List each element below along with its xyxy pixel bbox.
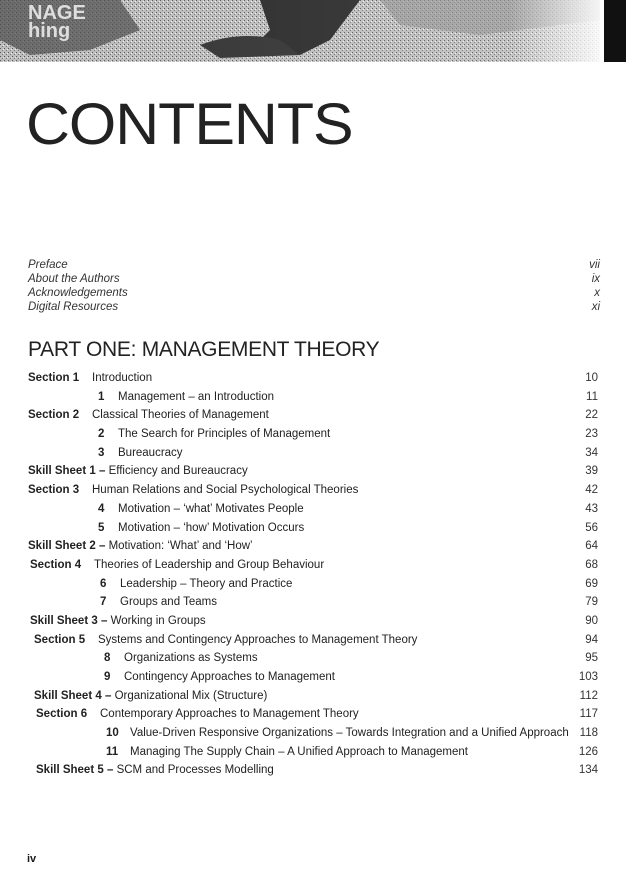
chapter-number: 8: [104, 652, 111, 665]
toc-chapter-row: [28, 500, 598, 519]
page-title: CONTENTS: [26, 92, 353, 157]
skill-sheet-title: SCM and Processes Modelling: [116, 764, 274, 777]
chapter-number: 4: [98, 502, 105, 515]
toc-page-number: 68: [585, 558, 598, 571]
toc-chapter-row: [28, 724, 598, 743]
toc-page-number: 134: [578, 764, 598, 777]
chapter-number: 1: [98, 390, 105, 403]
toc-skill-row: [28, 537, 598, 556]
skill-sheet-label: Skill Sheet 3 –: [30, 614, 108, 627]
chapter-title: The Search for Principles of Management: [118, 428, 331, 441]
toc-page-number: 126: [578, 745, 598, 758]
front-matter-page: xi: [591, 301, 600, 313]
toc-skill-row: [28, 687, 598, 706]
section-title: Introduction: [92, 372, 153, 384]
toc-chapter-row: [28, 388, 598, 407]
section-label: Section 5: [34, 633, 86, 646]
section-label: Section 1: [28, 372, 80, 384]
chapter-number: 3: [98, 446, 105, 459]
front-matter-item: [28, 272, 600, 286]
toc-section-row: [28, 631, 598, 650]
toc-page-number: 69: [585, 577, 598, 590]
footer-page-number: iv: [27, 853, 37, 865]
toc-skill-row: [28, 761, 598, 780]
skill-sheet-label: Skill Sheet 1 –: [28, 465, 106, 478]
chapter-title: Leadership – Theory and Practice: [120, 577, 293, 590]
section-label: Section 3: [28, 484, 80, 497]
toc-page-number: 90: [585, 614, 598, 627]
part-title: PART ONE: MANAGEMENT THEORY: [28, 338, 380, 361]
toc-chapter-row: [28, 743, 598, 762]
chapter-title: Organizations as Systems: [124, 652, 258, 665]
front-matter-label: Acknowledgements: [28, 287, 128, 299]
skill-sheet-title: Working in Groups: [110, 614, 206, 627]
front-matter-label: Digital Resources: [28, 301, 119, 313]
chapter-title: Management – an Introduction: [118, 390, 274, 403]
toc-page-number: 64: [585, 540, 598, 553]
chapter-title: Managing The Supply Chain – A Unified Approach to Management: [130, 745, 468, 758]
toc-chapter-row: [28, 668, 598, 687]
chapter-title: Motivation – ‘how’ Motivation Occurs: [118, 521, 305, 534]
toc-page-number: 22: [585, 409, 598, 422]
skill-sheet-label: Skill Sheet 5 –: [36, 764, 114, 777]
chapter-number: 10: [106, 727, 119, 740]
front-matter-page: x: [594, 287, 600, 299]
chapter-number: 5: [98, 521, 105, 534]
toc-section-row: [28, 481, 598, 500]
toc-page-number: 94: [585, 633, 598, 646]
toc-chapter-row: [28, 593, 598, 612]
chapter-title: Bureaucracy: [118, 446, 183, 459]
toc-page-number: 23: [585, 428, 598, 441]
chapter-title: Motivation – ‘what’ Motivates People: [118, 502, 304, 515]
toc-page-number: 10: [585, 372, 598, 384]
skill-sheet-title: Motivation: ‘What’ and ‘How’: [108, 540, 253, 553]
toc-section-row: [28, 406, 598, 425]
toc-chapter-row: [28, 575, 598, 594]
section-label: Section 2: [28, 409, 80, 422]
toc-section-row: [28, 556, 598, 575]
front-matter-item: [28, 300, 600, 314]
toc-skill-row: [28, 462, 598, 481]
toc-page-number: 103: [578, 671, 598, 683]
toc-page-number: 112: [579, 689, 598, 702]
toc-chapter-row: [28, 425, 598, 444]
toc-page-number: 117: [579, 708, 598, 721]
section-label: Section 4: [30, 558, 82, 571]
chapter-number: 6: [100, 577, 107, 590]
toc-page-number: 56: [585, 521, 598, 534]
toc-page-number: 11: [586, 390, 598, 403]
chapter-title: Groups and Teams: [120, 596, 217, 609]
chapter-title: Contingency Approaches to Management: [124, 671, 335, 683]
section-label: Section 6: [36, 708, 88, 721]
front-matter-label: About the Authors: [28, 273, 120, 285]
toc-page-number: 43: [585, 502, 598, 515]
section-title: Classical Theories of Management: [92, 409, 269, 422]
toc-chapter-row: [28, 519, 598, 538]
front-matter-page: ix: [591, 273, 600, 285]
toc-chapter-row: [28, 444, 598, 463]
section-title: Systems and Contingency Approaches to Management Theory: [98, 633, 418, 646]
skill-sheet-label: Skill Sheet 4 –: [34, 689, 112, 702]
skill-sheet-title: Organizational Mix (Structure): [114, 689, 268, 702]
toc-skill-row: [28, 612, 598, 631]
front-matter-item: [28, 286, 600, 300]
chapter-number: 2: [98, 428, 105, 441]
toc-page-number: 79: [585, 596, 598, 609]
table-of-contents: [28, 369, 598, 780]
section-title: Human Relations and Social Psychological Theories: [92, 484, 359, 497]
section-title: Theories of Leadership and Group Behaviour: [94, 558, 325, 571]
front-matter-item: [28, 258, 600, 272]
toc-page-number: 118: [579, 727, 598, 740]
front-matter-page: vii: [589, 259, 600, 271]
skill-sheet-title: Efficiency and Bureaucracy: [108, 465, 248, 478]
toc-page-number: 95: [585, 652, 598, 665]
header-banner-image: [0, 0, 638, 62]
toc-page-number: 39: [585, 465, 598, 478]
skill-sheet-label: Skill Sheet 2 –: [28, 540, 106, 553]
toc-page-number: 34: [585, 446, 598, 459]
section-title: Contemporary Approaches to Management Theory: [100, 708, 359, 721]
chapter-number: 11: [106, 745, 119, 758]
front-matter-list: [28, 258, 600, 314]
chapter-number: 7: [100, 596, 107, 609]
chapter-number: 9: [104, 671, 111, 683]
toc-section-row: [28, 705, 598, 724]
chapter-title: Value-Driven Responsive Organizations – Towards Integration and a Unified Approach: [130, 727, 569, 740]
banner-text: NAGE hing: [28, 2, 86, 42]
toc-chapter-row: [28, 649, 598, 668]
front-matter-label: Preface: [28, 259, 68, 271]
toc-section-row: [28, 369, 598, 388]
toc-page-number: 42: [585, 484, 598, 497]
